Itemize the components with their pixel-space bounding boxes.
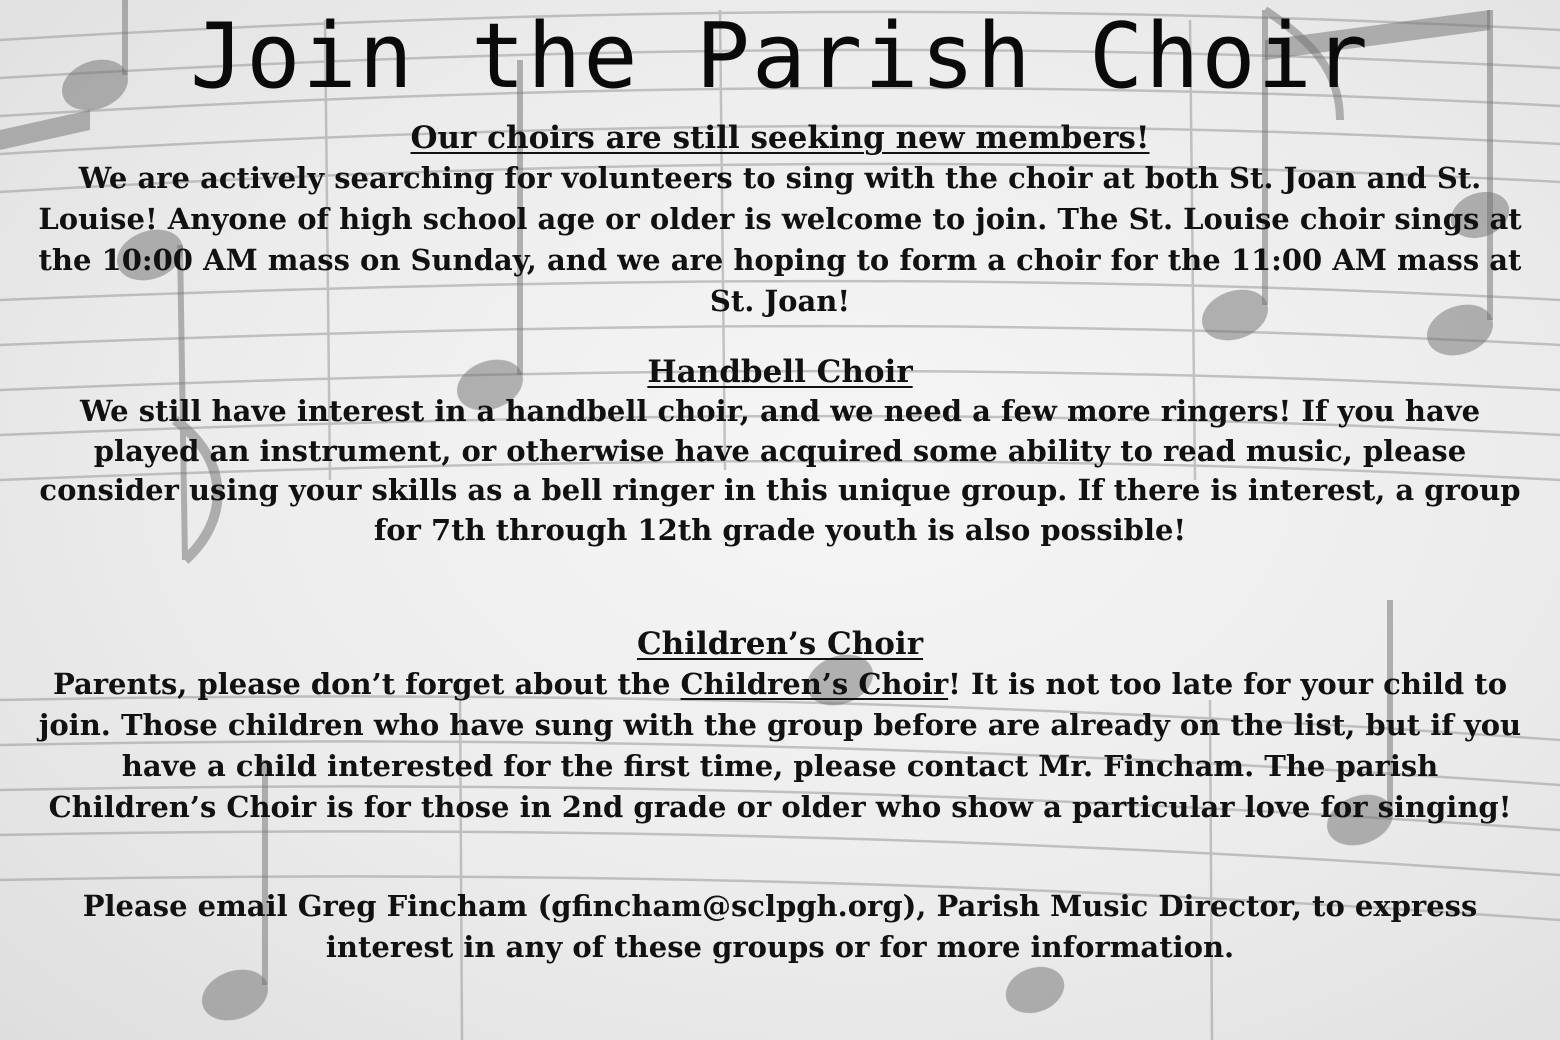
section-heading-handbell-choir: Handbell Choir bbox=[647, 354, 913, 390]
section-new-members bbox=[30, 118, 1530, 322]
flyer-title: Join the Parish Choir bbox=[190, 4, 1370, 109]
contact-text: Please email Greg Fincham (gfincham@sclpgh.org), Parish Music Director, to express interest in any of these groups or for more information. bbox=[82, 889, 1478, 964]
section-heading-new-members: Our choirs are still seeking new members! bbox=[410, 120, 1150, 156]
section-body-new-members: We are actively searching for volunteers to sing with the choir at both St. Joan and St. Louise! Anyone of high school age or older is welcome to join. The St. Louise choir sings at the 10:00 AM mass on Sunday, and we are hoping to form a choir for the 11:00 AM mass at St. Joan! bbox=[38, 161, 1522, 318]
section-heading-childrens-choir: Children’s Choir bbox=[636, 626, 924, 662]
section-contact bbox=[30, 886, 1530, 968]
childrens-body-intro: Parents, please don’t forget about the bbox=[52, 667, 681, 701]
section-handbell-choir bbox=[30, 352, 1530, 550]
section-body-handbell-choir: We still have interest in a handbell choir, and we need a few more ringers! If you have played an instrument, or otherwise have acquired some ability to read music, please consider using your skills as a bell ringer in this unique group. If there is interest, a group for 7th through 12th grade youth is also possible! bbox=[39, 394, 1521, 547]
section-childrens-choir bbox=[30, 624, 1530, 828]
childrens-body-rest: ! It is not too late for your child to join. Those children who have sung with the group before are already on the list, but if you have a child interested for the first time, please contact Mr. Fincham. The parish Children’s Choir is for those in 2nd grade or older who show a particular love for singing! bbox=[38, 667, 1522, 824]
childrens-choir-underlined: Children’s Choir bbox=[680, 667, 949, 701]
section-body-childrens-choir bbox=[30, 664, 1530, 828]
